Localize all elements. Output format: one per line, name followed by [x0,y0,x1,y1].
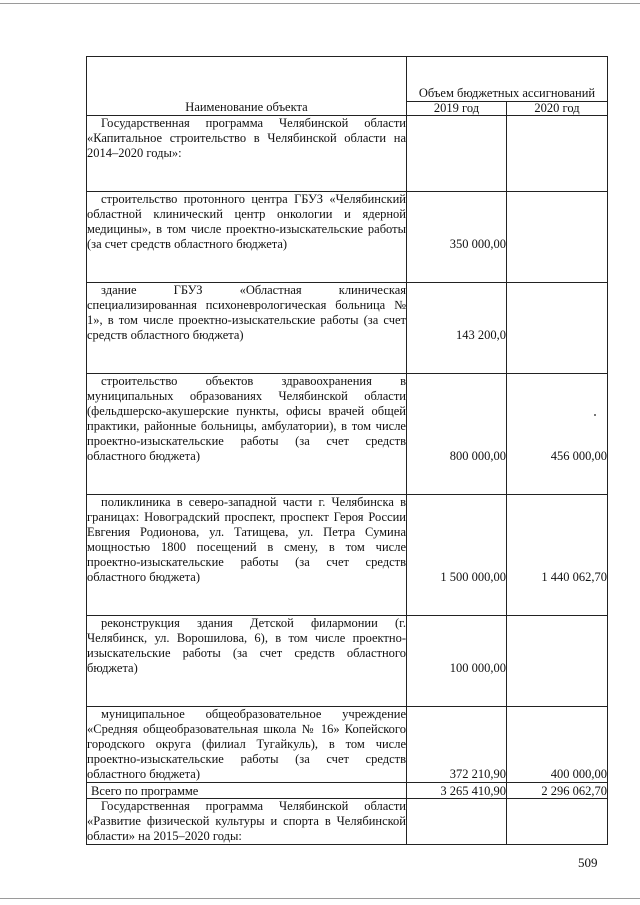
amount-2019: 100 000,00 [407,616,507,707]
object-description: здание ГБУЗ «Областная клиническая специализированная психоневрологическая больница № 1», в том числе проектно-изыскательские работы (за счет средств областного бюджета) [87,283,406,342]
amount-2020 [507,283,608,374]
program-title: Государственная программа Челябинской области «Развитие физической культуры и спорта в Челябинской области» на 2015–2020 годы: [87,799,406,843]
table-row [87,616,608,707]
total-label: Всего по программе [87,783,407,799]
page-bottom-edge [0,898,640,899]
amount-2019: 1 500 000,00 [407,495,507,616]
budget-table [86,56,608,845]
table-row [87,495,608,616]
header-year-2019: 2019 год [407,102,507,116]
object-description: строительство протонного центра ГБУЗ «Челябинский областной клинический центр онкологии и ядерной медицины», в том числе проектно-изыскательские работы (за счет средств областного бюджета) [87,192,406,251]
header-budget-volume: Объем бюджетных ассигнований [407,57,608,102]
table-row [87,192,608,283]
object-description: поликлиника в северо-западной части г. Челябинска в границах: Новоградский проспект, проспект Героя России Евгения Родионова, ул. Татищева, ул. Петра Сумина мощностью 1800 посещений в смену, в том числе проектно-изыскательские работы (за счет средств областного бюджета) [87,495,406,584]
table-row [87,799,608,845]
scan-speck [594,414,596,416]
page-top-edge [0,3,640,4]
object-description: реконструкция здания Детской филармонии (г. Челябинск, ул. Ворошилова, 6), в том числе проектно-изыскательские работы (за счет средств областного бюджета) [87,616,406,675]
table-row [87,374,608,495]
object-description: муниципальное общеобразовательное учреждение «Средняя общеобразовательная школа № 16» Копейского городского округа (филиал Тугайкуль), в том числе проектно-изыскательские работы (за счет средств областного бюджета) [87,707,406,781]
object-description: строительство объектов здравоохранения в муниципальных образованиях Челябинской области (фельдшерско-акушерские пункты, офисы врачей общей практики, районные больницы, амбулатории), в том числе проектно-изыскательские работы (за счет средств областного бюджета) [87,374,406,463]
header-year-2020: 2020 год [507,102,608,116]
amount-2020: 400 000,00 [507,707,608,783]
total-2020: 2 296 062,70 [507,783,608,799]
amount-2020 [507,616,608,707]
table-row [87,283,608,374]
amount-2020 [507,192,608,283]
total-row [87,783,608,799]
amount-2019: 143 200,0 [407,283,507,374]
amount-2019: 372 210,90 [407,707,507,783]
amount-2020: 1 440 062,70 [507,495,608,616]
program-title: Государственная программа Челябинской области «Капитальное строительство в Челябинской области на 2014–2020 годы»: [87,116,406,160]
page-number: 509 [578,855,598,870]
amount-2020: 456 000,00 [507,374,608,495]
amount-2019: 800 000,00 [407,374,507,495]
total-2019: 3 265 410,90 [407,783,507,799]
amount-2019: 350 000,00 [407,192,507,283]
table-row [87,116,608,192]
table-row [87,707,608,783]
header-object-name: Наименование объекта [87,57,407,116]
